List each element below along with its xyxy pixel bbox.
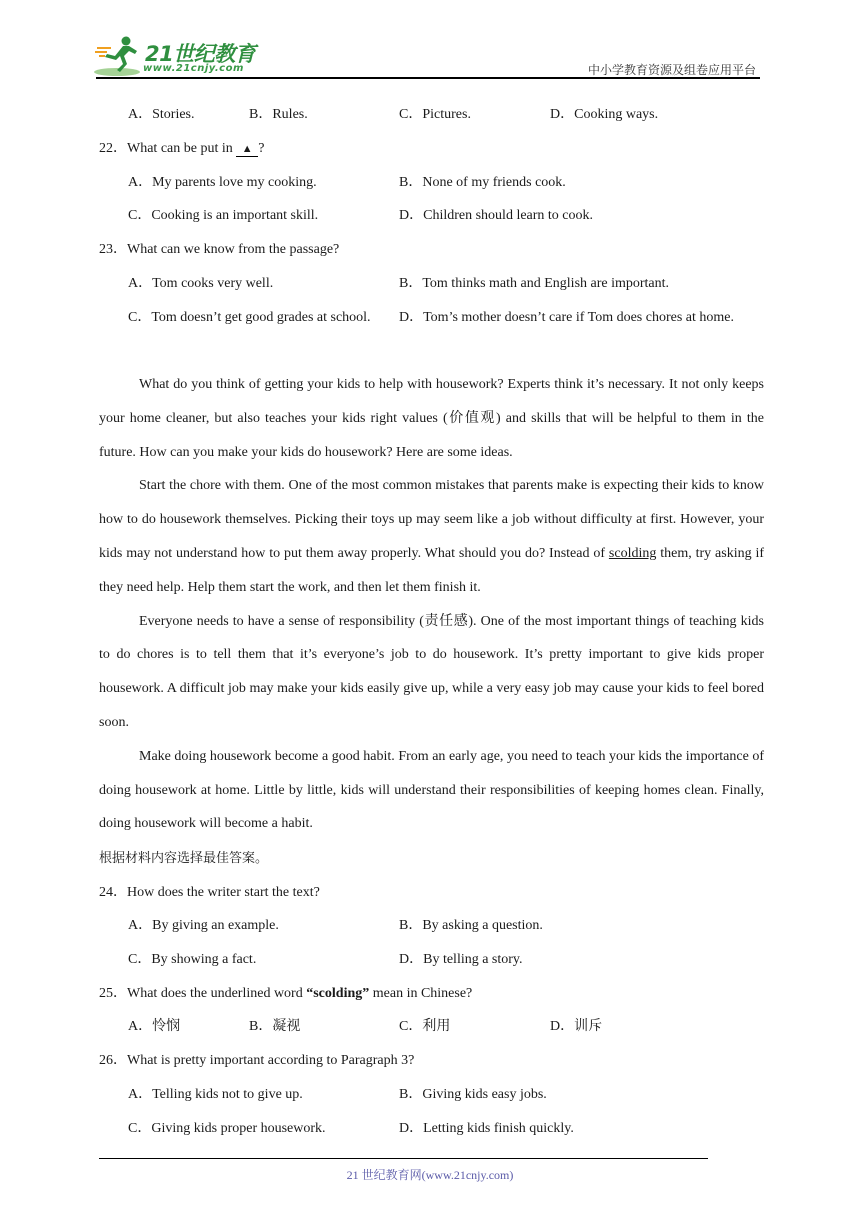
q25-stem-end: mean in Chinese? — [369, 986, 473, 1001]
q21-option-c: C．Pictures. — [399, 107, 471, 122]
passage-p2-text: Start the chore with them. One of the most common mistakes that parents make is expecting their kids to know how to do housework themselves. Picking their toys up may seem like a job without difficulty at first. However, your kids may not understand how to put them away properly. What should you do? Instead of — [99, 478, 764, 561]
site-logo — [93, 34, 263, 78]
logo-brand-text: 21世纪教育 — [145, 42, 256, 66]
passage-paragraph-1: What do you think of getting your kids to help with housework? Experts think it’s necessary. It not only keeps your home cleaner, but also teaches your kids right values (价值观) and skills that will be helpful to them in the future. How can you make your kids do housework? Here are some ideas. — [99, 377, 764, 460]
q26-option-d: D．Letting kids finish quickly. — [399, 1121, 574, 1136]
q22-stem-text: 22．What can be put in — [99, 141, 237, 156]
q25-stem — [99, 985, 472, 1003]
passage-paragraph-3: Everyone needs to have a sense of responsibility (责任感). One of the most important things of teaching kids to do chores is to tell them that it’s everyone’s job to do housework. It’s pretty important to give kids proper housework. A difficult job may make your kids easily give up, while a very easy job may cause your kids to feel bored soon. — [99, 613, 764, 730]
q24-stem: 24．How does the writer start the text? — [99, 885, 320, 900]
q22-blank: ▲ — [236, 142, 258, 157]
q21-option-a: A．Stories. — [128, 107, 195, 122]
q25-option-b: B．凝视 — [249, 1019, 301, 1034]
q25-stem-keyword: “scolding” — [306, 986, 370, 1001]
reading-passage — [99, 368, 764, 841]
passage-paragraph-4: Make doing housework become a good habit. From an early age, you need to teach your kids the importance of doing housework at home. Little by little, kids will understand their responsibilities of keeping homes clean. Finally, doing housework will become a habit. — [99, 748, 764, 832]
q24-option-c: C．By showing a fact. — [128, 952, 257, 967]
q22-option-b: B．None of my friends cook. — [399, 175, 566, 190]
q22-option-a: A．My parents love my cooking. — [128, 175, 317, 190]
q22-stem-end: ? — [258, 141, 265, 156]
instruction-text: 根据材料内容选择最佳答案。 — [99, 851, 269, 866]
q26-stem: 26．What is pretty important according to Paragraph 3? — [99, 1053, 415, 1068]
underlined-word: scolding — [608, 545, 657, 561]
q26-option-b: B．Giving kids easy jobs. — [399, 1087, 547, 1102]
header-divider — [96, 77, 760, 79]
q21-option-b: B．Rules. — [249, 107, 308, 122]
passage-paragraph-2 — [99, 469, 764, 604]
q23-option-a: A．Tom cooks very well. — [128, 276, 274, 291]
runner-logo-icon — [93, 34, 143, 78]
q22-option-c: C．Cooking is an important skill. — [128, 208, 319, 223]
q21-option-d: D．Cooking ways. — [550, 107, 659, 122]
q24-option-a: A．By giving an example. — [128, 918, 279, 933]
footer-divider — [99, 1158, 708, 1159]
q23-option-d: D．Tom’s mother doesn’t care if Tom does chores at home. — [399, 310, 735, 325]
q26-option-c: C．Giving kids proper housework. — [128, 1121, 326, 1136]
q22-stem — [99, 140, 264, 158]
q25-option-a: A．怜悯 — [128, 1019, 181, 1034]
passage-p2-text-end: them, try asking if they need help. Help them start the work, and then let them finish it. — [99, 545, 765, 595]
q26-option-a: A．Telling kids not to give up. — [128, 1087, 303, 1102]
q22-option-d: D．Children should learn to cook. — [399, 208, 594, 223]
q24-option-b: B．By asking a question. — [399, 918, 543, 933]
q25-option-c: C．利用 — [399, 1019, 451, 1034]
q25-option-d: D．训斥 — [550, 1019, 603, 1034]
q25-stem-text: 25．What does the underlined word — [99, 986, 307, 1001]
platform-name: 中小学教育资源及组卷应用平台 — [587, 63, 756, 77]
q24-option-d: D．By telling a story. — [399, 952, 523, 967]
q23-option-b: B．Tom thinks math and English are important. — [399, 276, 670, 291]
q23-stem: 23．What can we know from the passage? — [99, 242, 340, 257]
q23-option-c: C．Tom doesn’t get good grades at school. — [128, 310, 371, 325]
logo-url-text: www.21cnjy.com — [143, 63, 244, 74]
footer-link[interactable]: 21 世纪教育网(www.21cnjy.com) — [346, 1168, 514, 1182]
